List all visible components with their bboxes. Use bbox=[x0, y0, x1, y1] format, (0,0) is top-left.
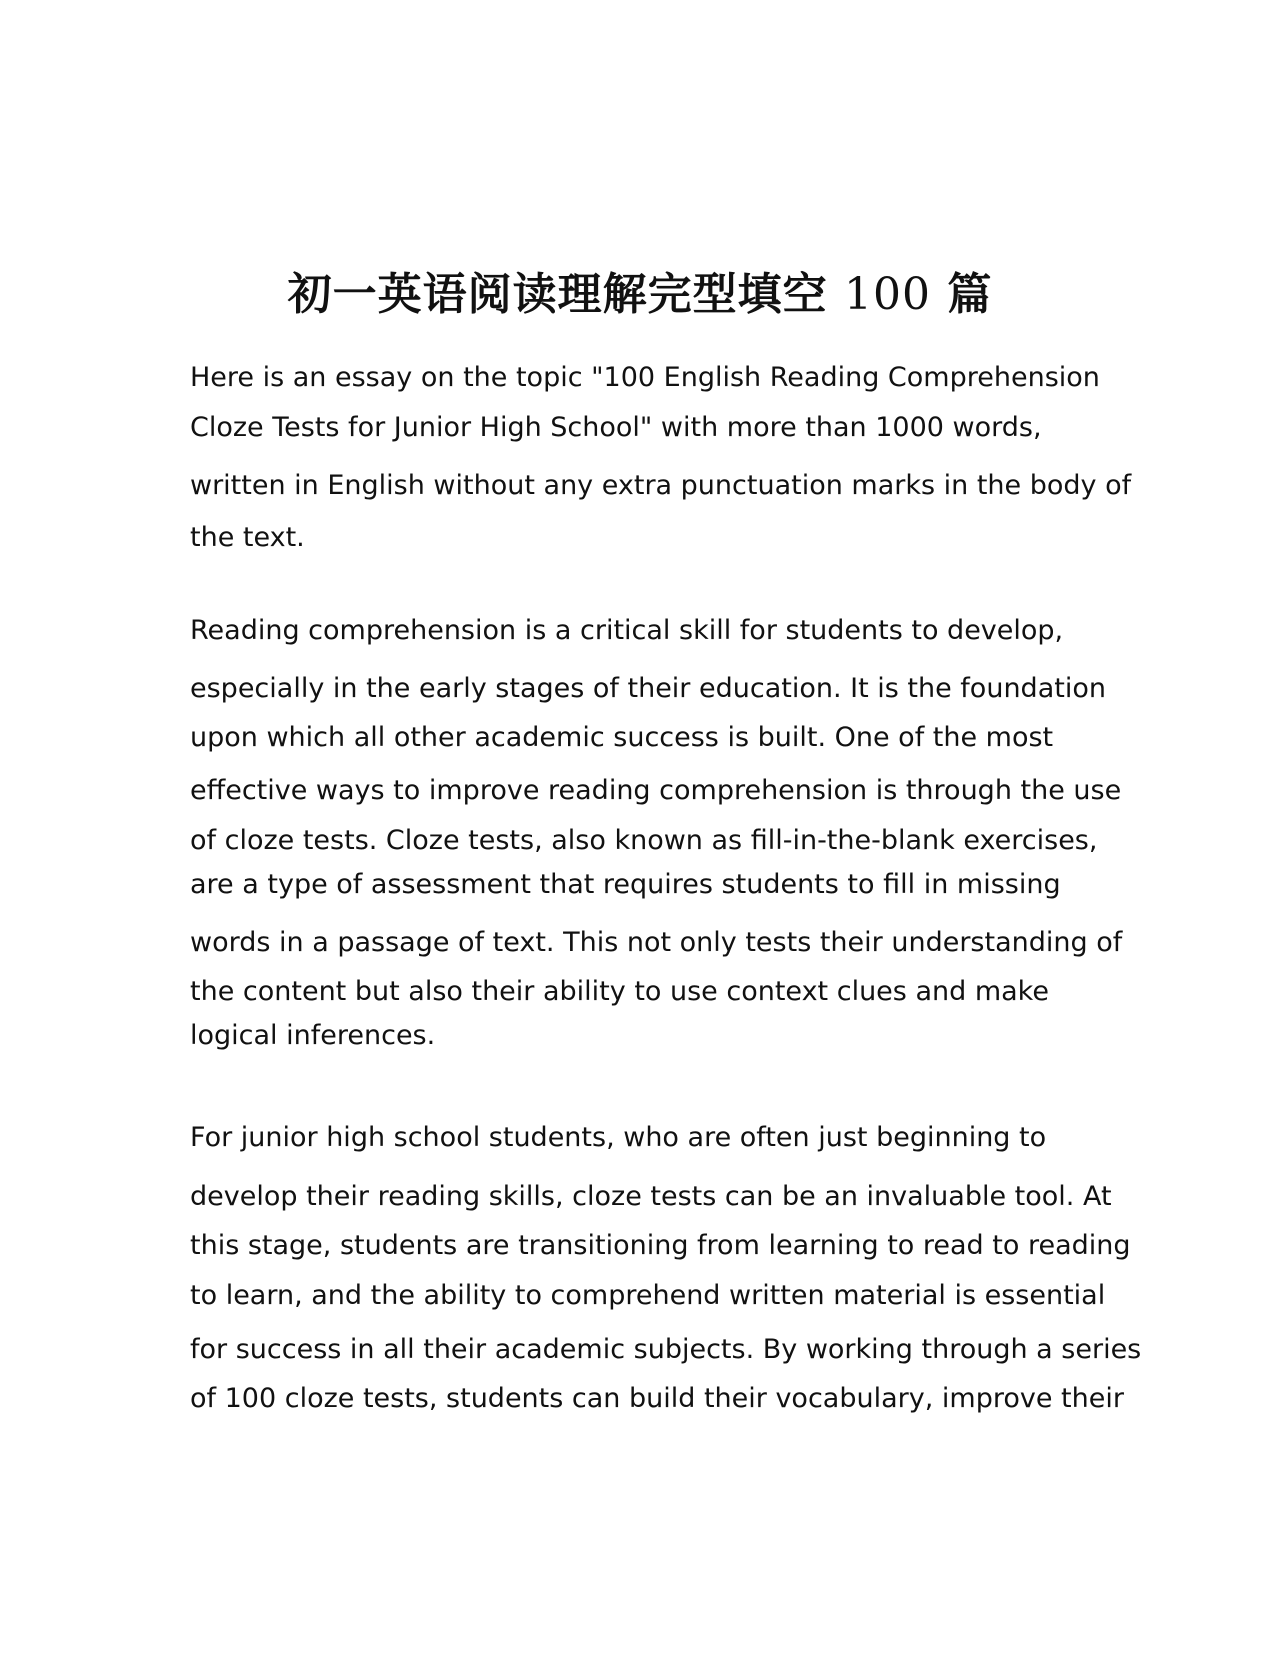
title-suffix: 篇 bbox=[947, 269, 993, 320]
text-line: words in a passage of text. This not only tests their understanding of bbox=[190, 927, 1123, 958]
title-number: 100 bbox=[844, 269, 931, 320]
text-line: Cloze Tests for Junior High School" with more than 1000 words, bbox=[190, 412, 1042, 443]
text-line: to learn, and the ability to comprehend written material is essential bbox=[190, 1280, 1106, 1311]
text-line: develop their reading skills, cloze tests can be an invaluable tool. At bbox=[190, 1181, 1112, 1212]
text-line: the content but also their ability to use context clues and make bbox=[190, 976, 1049, 1007]
page-title bbox=[0, 258, 1280, 322]
text-line: logical inferences. bbox=[190, 1020, 436, 1051]
text-line: for success in all their academic subjects. By working through a series bbox=[190, 1334, 1142, 1365]
text-line: especially in the early stages of their education. It is the foundation bbox=[190, 673, 1106, 704]
text-line: Reading comprehension is a critical skill for students to develop, bbox=[190, 615, 1064, 646]
text-line: written in English without any extra punctuation marks in the body of bbox=[190, 470, 1132, 501]
text-line: Here is an essay on the topic "100 English Reading Comprehension bbox=[190, 362, 1100, 393]
title-chinese: 初一英语阅读理解完型填空 bbox=[287, 269, 828, 320]
text-line: upon which all other academic success is built. One of the most bbox=[190, 722, 1054, 753]
text-line: of 100 cloze tests, students can build their vocabulary, improve their bbox=[190, 1383, 1124, 1414]
text-line: of cloze tests. Cloze tests, also known as fill-in-the-blank exercises, bbox=[190, 825, 1098, 856]
text-line: For junior high school students, who are often just beginning to bbox=[190, 1122, 1047, 1153]
text-line: this stage, students are transitioning from learning to read to reading bbox=[190, 1230, 1131, 1261]
text-line: are a type of assessment that requires students to fill in missing bbox=[190, 869, 1061, 900]
text-line: the text. bbox=[190, 522, 305, 553]
text-line: effective ways to improve reading comprehension is through the use bbox=[190, 775, 1122, 806]
